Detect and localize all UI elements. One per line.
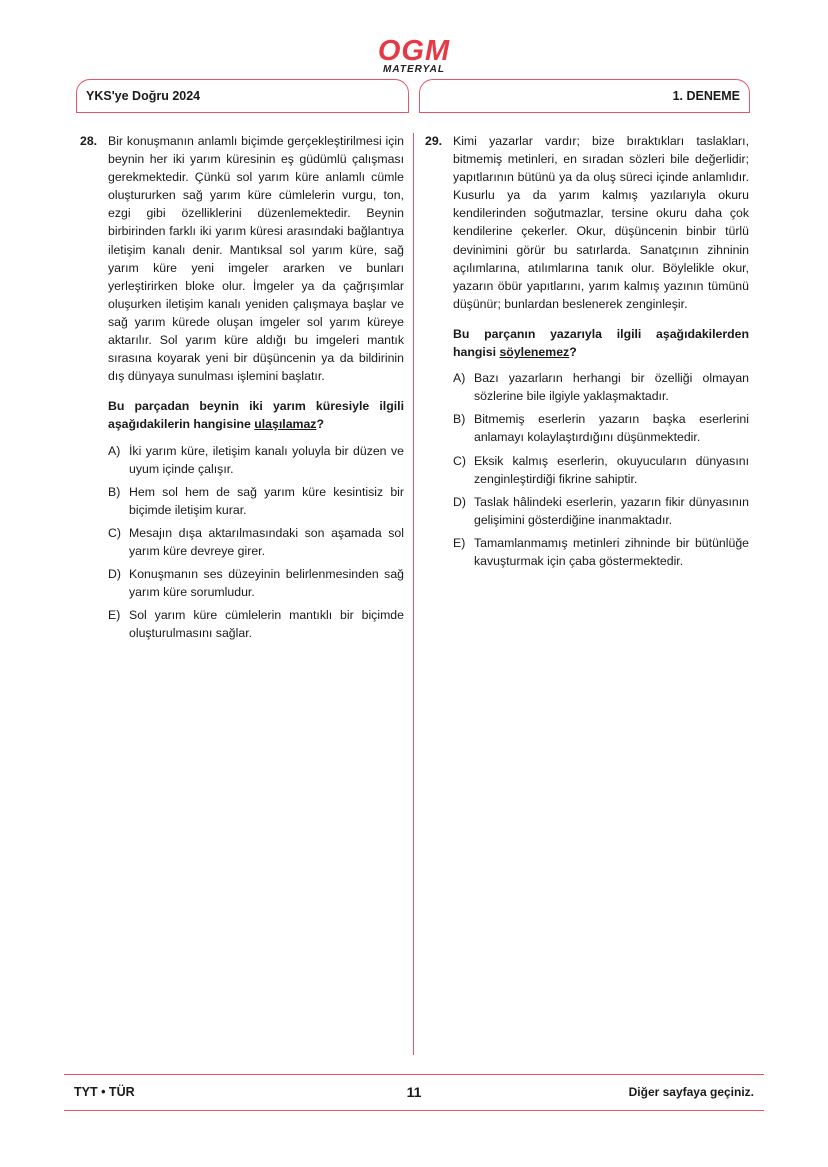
option-text: Bazı yazarların herhangi bir özelliği olmayan sözlerine bile ilgiyle yaklaşmaktadır. xyxy=(474,371,749,404)
logo-subtitle: MATERYAL xyxy=(383,64,445,75)
option-text: Hem sol hem de sağ yarım küre kesintisiz bir biçimde iletişim kurar. xyxy=(129,484,404,517)
option-b[interactable] xyxy=(453,410,749,446)
question-column-left xyxy=(80,132,404,647)
footer-rule-bottom xyxy=(64,1110,764,1111)
logo-brand: OGM xyxy=(377,35,451,67)
option-e[interactable] xyxy=(108,606,404,642)
option-a[interactable] xyxy=(108,442,404,478)
header-left-box xyxy=(76,79,409,113)
option-text: Konuşmanın ses düzeyinin belirlenmesinden sağ yarım küre sorumludur. xyxy=(129,567,404,600)
option-d[interactable] xyxy=(453,493,749,529)
option-letter: B) xyxy=(108,484,121,499)
stem-text: Bu parçanın yazarıyla ilgili aşağıdakilerden hangisi xyxy=(453,326,749,360)
footer-section-label: TYT • TÜR xyxy=(74,1085,135,1099)
option-c[interactable] xyxy=(108,524,404,560)
option-text: İki yarım küre, iletişim kanalı yoluyla bir düzen ve uyum içinde çalışır. xyxy=(129,443,404,476)
option-text: Taslak hâlindeki eserlerin, yazarın fikir dünyasının gelişimini gösterdiğine inanmaktadır. xyxy=(474,494,749,527)
option-text: Sol yarım küre cümlelerin mantıklı bir biçimde oluşturulmasını sağlar. xyxy=(129,608,404,641)
exam-series-title: YKS'ye Doğru 2024 xyxy=(86,89,201,103)
answer-options xyxy=(453,369,749,570)
question-28 xyxy=(80,132,404,647)
question-stem xyxy=(108,397,404,433)
publisher-logo xyxy=(0,35,828,75)
option-d[interactable] xyxy=(108,565,404,601)
answer-options xyxy=(108,442,404,643)
option-letter: E) xyxy=(108,608,121,623)
stem-end: ? xyxy=(569,345,577,360)
option-letter: B) xyxy=(453,412,466,427)
header-right-box xyxy=(419,79,750,113)
option-letter: A) xyxy=(108,443,121,458)
stem-emphasis: ulaşılamaz xyxy=(254,417,317,432)
option-e[interactable] xyxy=(453,534,749,570)
stem-emphasis: söylenemez xyxy=(499,345,570,360)
option-text: Eksik kalmış eserlerin, okuyucuların dünyasını zenginleştirdiği fikrine sahiptir. xyxy=(474,453,749,486)
question-number: 28. xyxy=(80,134,98,148)
footer-rule-top xyxy=(64,1074,764,1075)
stem-text: Bu parçadan beynin iki yarım küresiyle ilgili aşağıdakilerin hangisine xyxy=(108,399,404,432)
option-letter: E) xyxy=(453,535,466,550)
page-number: 11 xyxy=(406,1084,422,1100)
option-a[interactable] xyxy=(453,369,749,405)
option-text: Mesajın dışa aktarılmasındaki son aşamada sol yarım küre devreye girer. xyxy=(129,525,404,558)
question-column-right xyxy=(425,132,749,575)
option-b[interactable] xyxy=(108,483,404,519)
question-number: 29. xyxy=(425,134,443,148)
next-page-note: Diğer sayfaya geçiniz. xyxy=(628,1085,754,1099)
exam-number: 1. DENEME xyxy=(672,89,740,103)
option-c[interactable] xyxy=(453,452,749,488)
option-text: Bitmemiş eserlerin yazarın başka eserlerini anlamayı kolaylaştırdığını düşünmektedir. xyxy=(474,412,749,445)
question-29 xyxy=(425,132,749,575)
option-letter: D) xyxy=(453,494,466,509)
option-letter: C) xyxy=(453,453,466,468)
option-letter: A) xyxy=(453,371,466,386)
option-letter: D) xyxy=(108,567,121,582)
question-stem xyxy=(453,325,749,361)
option-letter: C) xyxy=(108,525,121,540)
column-divider xyxy=(413,133,414,1055)
option-text: Tamamlanmamış metinleri zihninde bir bütünlüğe kavuşturmak için çaba göstermektedir. xyxy=(474,535,749,568)
stem-end: ? xyxy=(316,417,324,432)
question-passage: Bir konuşmanın anlamlı biçimde gerçekleştirilmesi için beynin her iki yarım küresinin eş güdümlü çalışması gerekmektedir. Çünkü sol yarım küre anlamlı cümle oluştururken sağ yarım küre cümlelerin vurgu, ton, ezgi gibi özelliklerini düzenlemektedir. Beynin birbirinden farklı iki yarım küresi arasındaki bağlantıya iletişim kanalı denir. Mantıksal sol yarım küre, sağ yarım küre yeni imgeler ararken ve bunları yerleştirirken bloke olur. İmgeler ya da çağrışımlar oluşurken iletişim kanalı yeniden çalışmaya başlar ve sağ yarım kürede oluşan imgeler sol yarım küreye aktarılır. Sol yarım küre aldığı bu imgeleri mantık sırasına koyarak yeni bir düşüncenin ya da bildirinin dış dünyaya sunulması işlemini başlatır. xyxy=(108,134,404,384)
question-passage: Kimi yazarlar vardır; bize bıraktıkları taslakları, bitmemiş metinleri, en sıradan sözleri bile değerlidir; yapıtlarının bütünü ya da oluş süreci içinde anlamlıdır. Kusurlu ya da yarım kalmış yazılarıyla okuru kendilerinden soğutmazlar, tersine okuru daha çok kendilerine çekerler. Okur, düşüncenin binbir türlü devinimini görür bu satırlarda. Sanatçının zihninin açılımlarına, atılımlarına tanık olur. Böylelikle okur, yazarın öbür yapıtlarını, yarım kalmış yazının tümünü düşünür; bunlardan beslenerek zenginleşir. xyxy=(453,134,749,311)
